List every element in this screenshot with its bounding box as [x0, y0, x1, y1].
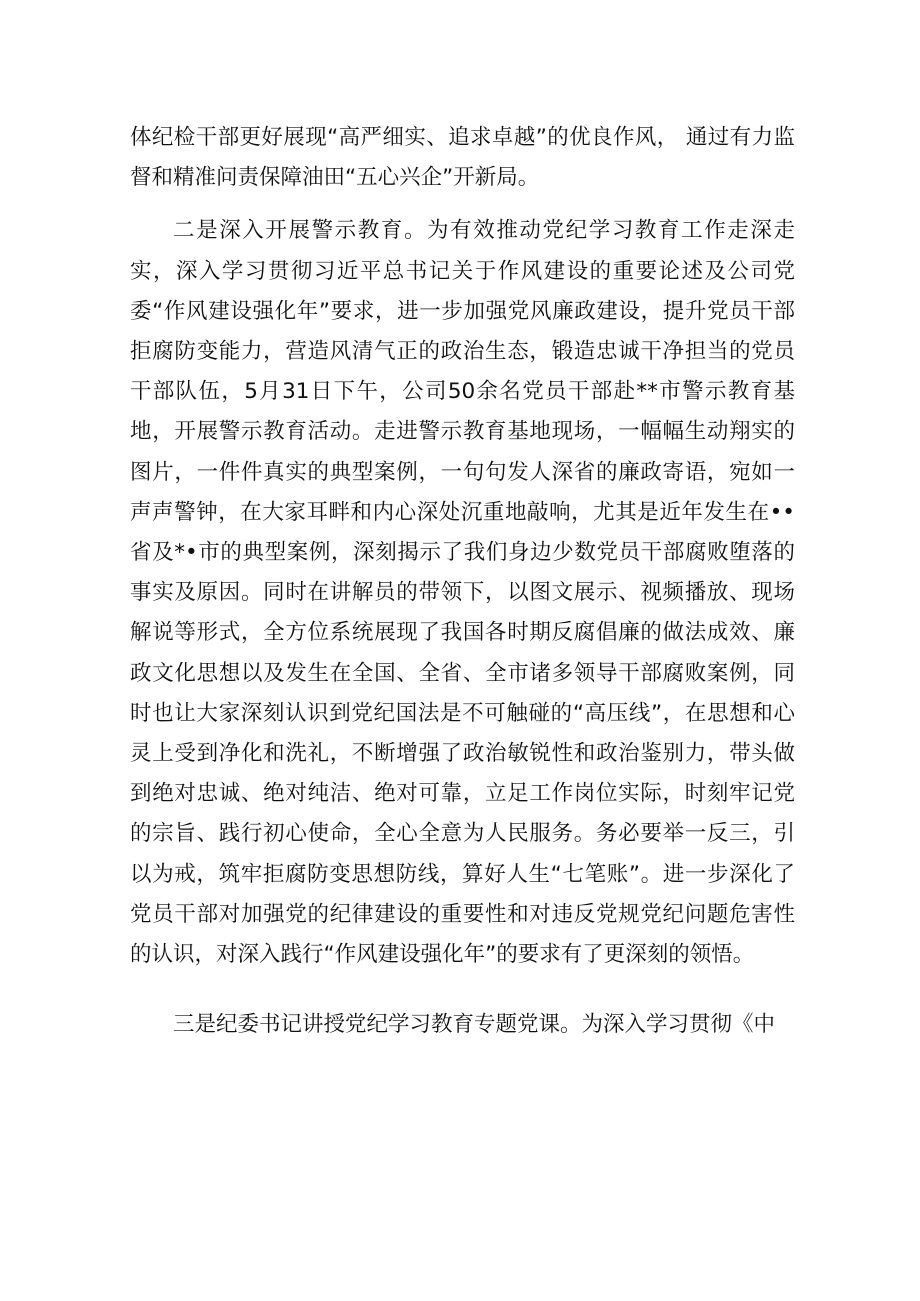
paragraph-party-lecture: 三是纪委书记讲授党纪学习教育专题党课。为深入学习贯彻《中: [173, 1012, 776, 1038]
paragraph-continuation: 体纪检干部更好展现“高严细实、追求卓越”的优良作风， 通过有力监督和精准问责保障油田“五心兴企”开新局。: [130, 125, 795, 191]
paragraph-warning-education: 二是深入开展警示教育。为有效推动党纪学习教育工作走深走实，深入学习贯彻习近平总书记关于作风建设的重要论述及公司党委“作风建设强化年”要求，进一步加强党风廉政建设，提升党员干部拒腐防变能力，营造风清气正的政治生态，锻造忠诚干净担当的党员干部队伍，5月31日下午，公司50余名党员干部赴**市警示教育基地，开展警示教育活动。走进警示教育基地现场，一幅幅生动翔实的图片，一件件真实的典型案例，一句句发人深省的廉政寄语，宛如一声声警钟，在大家耳畔和内心深处沉重地敲响，尤其是近年发生在••省及*•市的典型案例，深刻揭示了我们身边少数党员干部腐败堕落的事实及原因。同时在讲解员的带领下，以图文展示、视频播放、现场解说等形式，全方位系统展现了我国各时期反腐倡廉的做法成效、廉政文化思想以及发生在全国、全省、全市诸多领导干部腐败案例，同时也让大家深刻认识到党纪国法是不可触碰的“高压线”，在思想和心灵上受到净化和洗礼，不断增强了政治敏锐性和政治鉴别力，带头做到绝对忠诚、绝对纯洁、绝对可靠，立足工作岗位实际，时刻牢记党的宗旨、践行初心使命，全心全意为人民服务。务必要举一反三，引以为戒，筑牢拒腐防变思想防线，算好人生“七笔账”。进一步深化了党员干部对加强党的纪律建设的重要性和对违反党规党纪问题危害性的认识，对深入践行“作风建设强化年”的要求有了更深刻的领悟。: [130, 218, 795, 968]
document-body: [130, 118, 795, 1045]
